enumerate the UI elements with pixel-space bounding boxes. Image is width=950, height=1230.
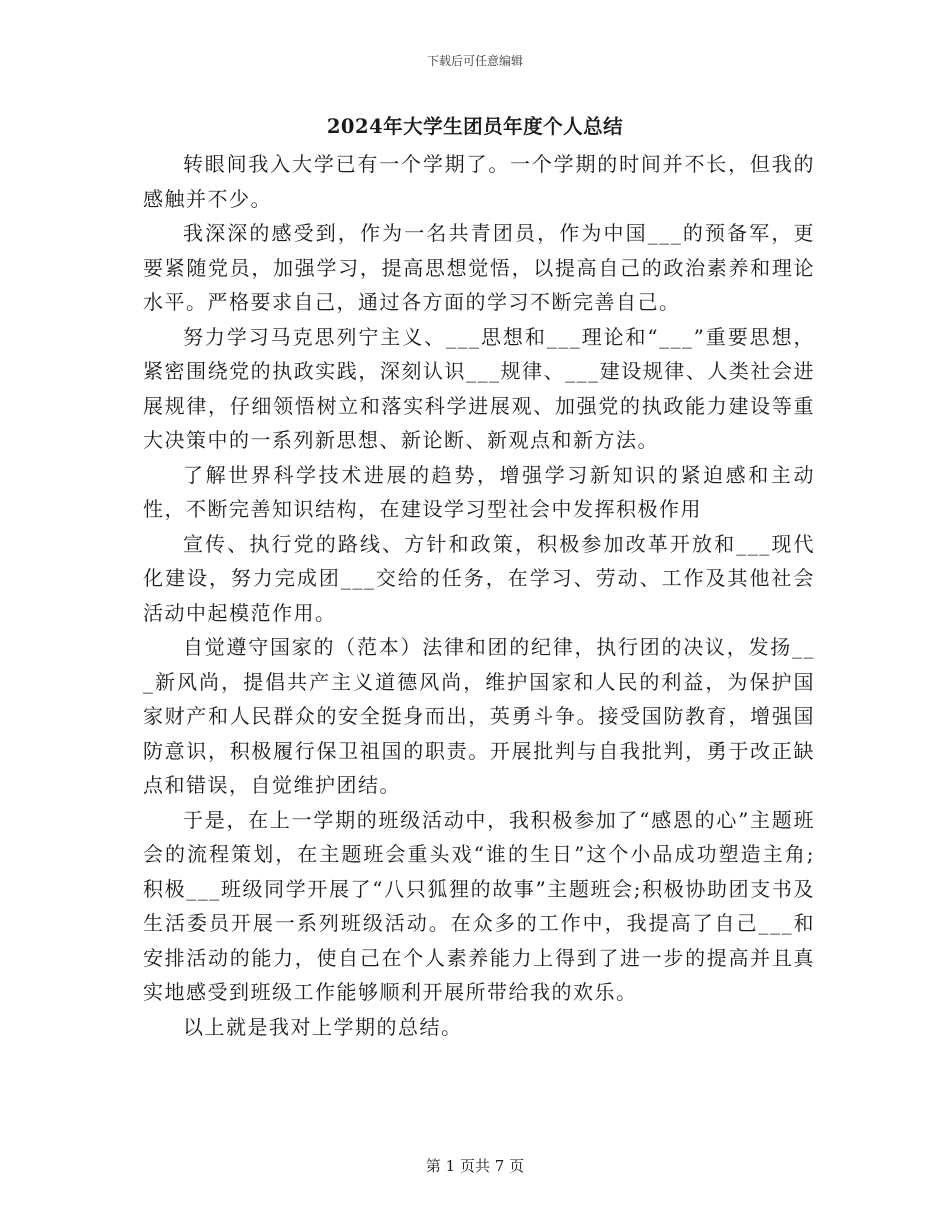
paragraph-7: 于是，在上一学期的班级活动中，我积极参加了“感恩的心”主题班会的流程策划，在主题班会重头戏“谁的生日”这个小品成功塑造主角;积极___班级同学开展了“八只狐狸的故事”主题班会;积极协助团支书及生活委员开展一系列班级活动。在众多的工作中，我提高了自己___和安排活动的能力，使自己在个人素养能力上得到了进一步的提高并且真实地感受到班级工作能够顺利开展所带给我的欢乐。 (143, 807, 815, 1004)
paragraph-1: 转眼间我入大学已有一个学期了。一个学期的时间并不长，但我的感触并不少。 (143, 152, 815, 211)
document-body (143, 147, 815, 1044)
paragraph-5: 宣传、执行党的路线、方针和政策，积极参加改革开放和___现代化建设，努力完成团___交给的任务，在学习、劳动、工作及其他社会活动中起模范作用。 (143, 531, 815, 625)
paragraph-6: 自觉遵守国家的（范本）法律和团的纪律，执行团的决议，发扬___新风尚，提倡共产主义道德风尚，维护国家和人民的利益，为保护国家财产和人民群众的安全挺身而出，英勇斗争。接受国防教育，增强国防意识，积极履行保卫祖国的职责。开展批判与自我批判，勇于改正缺点和错误，自觉维护团结。 (143, 635, 815, 797)
paragraph-8: 以上就是我对上学期的总结。 (183, 1014, 463, 1039)
page-number: 第 1 页共 7 页 (425, 1157, 525, 1175)
page-header-note: 下载后可任意编辑 (426, 54, 523, 68)
paragraph-2: 我深深的感受到，作为一名共青团员，作为中国___的预备军，更要紧随党员，加强学习，提高思想觉悟，以提高自己的政治素养和理论水平。严格要求自己，通过各方面的学习不断完善自己。 (143, 221, 815, 314)
paragraph-4: 了解世界科学技术进展的趋势，增强学习新知识的紧迫感和主动性，不断完善知识结构，在建设学习型社会中发挥积极作用 (143, 462, 815, 521)
document-title: 2024年大学生团员年度个人总结 (326, 115, 624, 138)
paragraph-3: 努力学习马克思列宁主义、___思想和___理论和“___”重要思想，紧密围绕党的执政实践，深刻认识___规律、___建设规律、人类社会进展规律，仔细领悟树立和落实科学进展观、加强党的执政能力建设等重大决策中的一系列新思想、新论断、新观点和新方法。 (143, 324, 815, 452)
